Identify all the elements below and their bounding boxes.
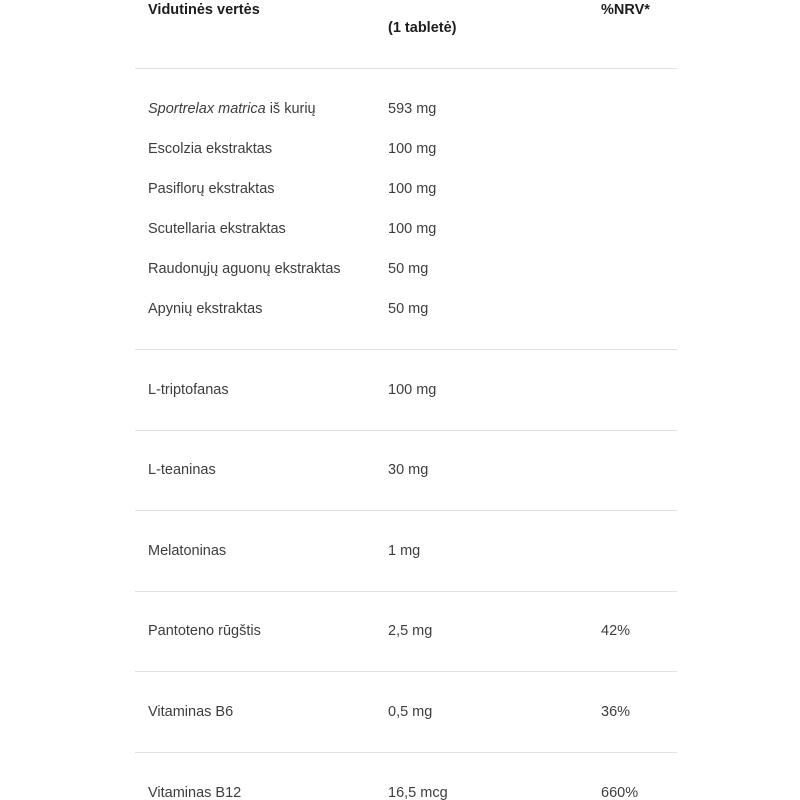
table-row-apyniu: [135, 289, 677, 329]
table-row-vitaminas-b6: [135, 672, 677, 753]
row-amount: 30 mg: [388, 462, 429, 479]
row-amount: 50 mg: [388, 261, 429, 277]
row-amount: 100 mg: [388, 381, 437, 398]
row-label: Apynių ekstraktas: [148, 301, 263, 317]
row-label: Vitaminas B12: [148, 784, 242, 800]
table-header: [135, 0, 677, 69]
nutrition-table: [135, 0, 677, 800]
table-row-escolzia: [135, 129, 677, 169]
row-nrv: 36%: [601, 703, 631, 720]
row-label: L-triptofanas: [148, 381, 229, 398]
row-amount: 16,5 mcg: [388, 784, 448, 800]
row-label: Pasiflorų ekstraktas: [148, 181, 275, 197]
table-row-scutellaria: [135, 209, 677, 249]
table-row-sportrelax-matrica: [135, 89, 677, 129]
header-per-tablet: (1 tabletė): [388, 20, 457, 36]
row-label: Melatoninas: [148, 542, 227, 559]
table-row-melatoninas: [135, 511, 677, 592]
row-amount: 100 mg: [388, 221, 437, 237]
row-amount: 100 mg: [388, 181, 437, 197]
row-label: Pantoteno rūgštis: [148, 623, 261, 640]
table-row-pasifloru: [135, 169, 677, 209]
row-label: [135, 101, 388, 117]
row-amount: 1 mg: [388, 542, 421, 559]
row-label-rest: iš kurių: [269, 101, 316, 117]
row-amount: 100 mg: [388, 141, 437, 157]
row-nrv: 660%: [601, 784, 639, 800]
row-amount: 50 mg: [388, 301, 429, 317]
row-label: Vitaminas B6: [148, 703, 234, 720]
table-row-raudonuju-aguonu: [135, 249, 677, 289]
matrix-section: [135, 69, 677, 350]
row-nrv: 42%: [601, 623, 631, 640]
row-amount: 2,5 mg: [388, 623, 433, 640]
row-label-italic: Sportrelax matrica: [148, 101, 266, 117]
row-label: Scutellaria ekstraktas: [148, 221, 286, 237]
table-row-l-teaninas: [135, 431, 677, 512]
table-row-vitaminas-b12: [135, 753, 677, 800]
row-amount: 593 mg: [388, 101, 437, 117]
row-label: Raudonųjų aguonų ekstraktas: [148, 261, 341, 277]
table-row-pantoteno-rugstis: [135, 592, 677, 673]
header-nrv: %NRV*: [601, 2, 650, 18]
row-label: L-teaninas: [148, 462, 216, 479]
row-label: Escolzia ekstraktas: [148, 141, 273, 157]
row-amount: 0,5 mg: [388, 703, 433, 720]
header-average-values: Vidutinės vertės: [148, 2, 260, 18]
table-row-l-triptofanas: [135, 350, 677, 431]
